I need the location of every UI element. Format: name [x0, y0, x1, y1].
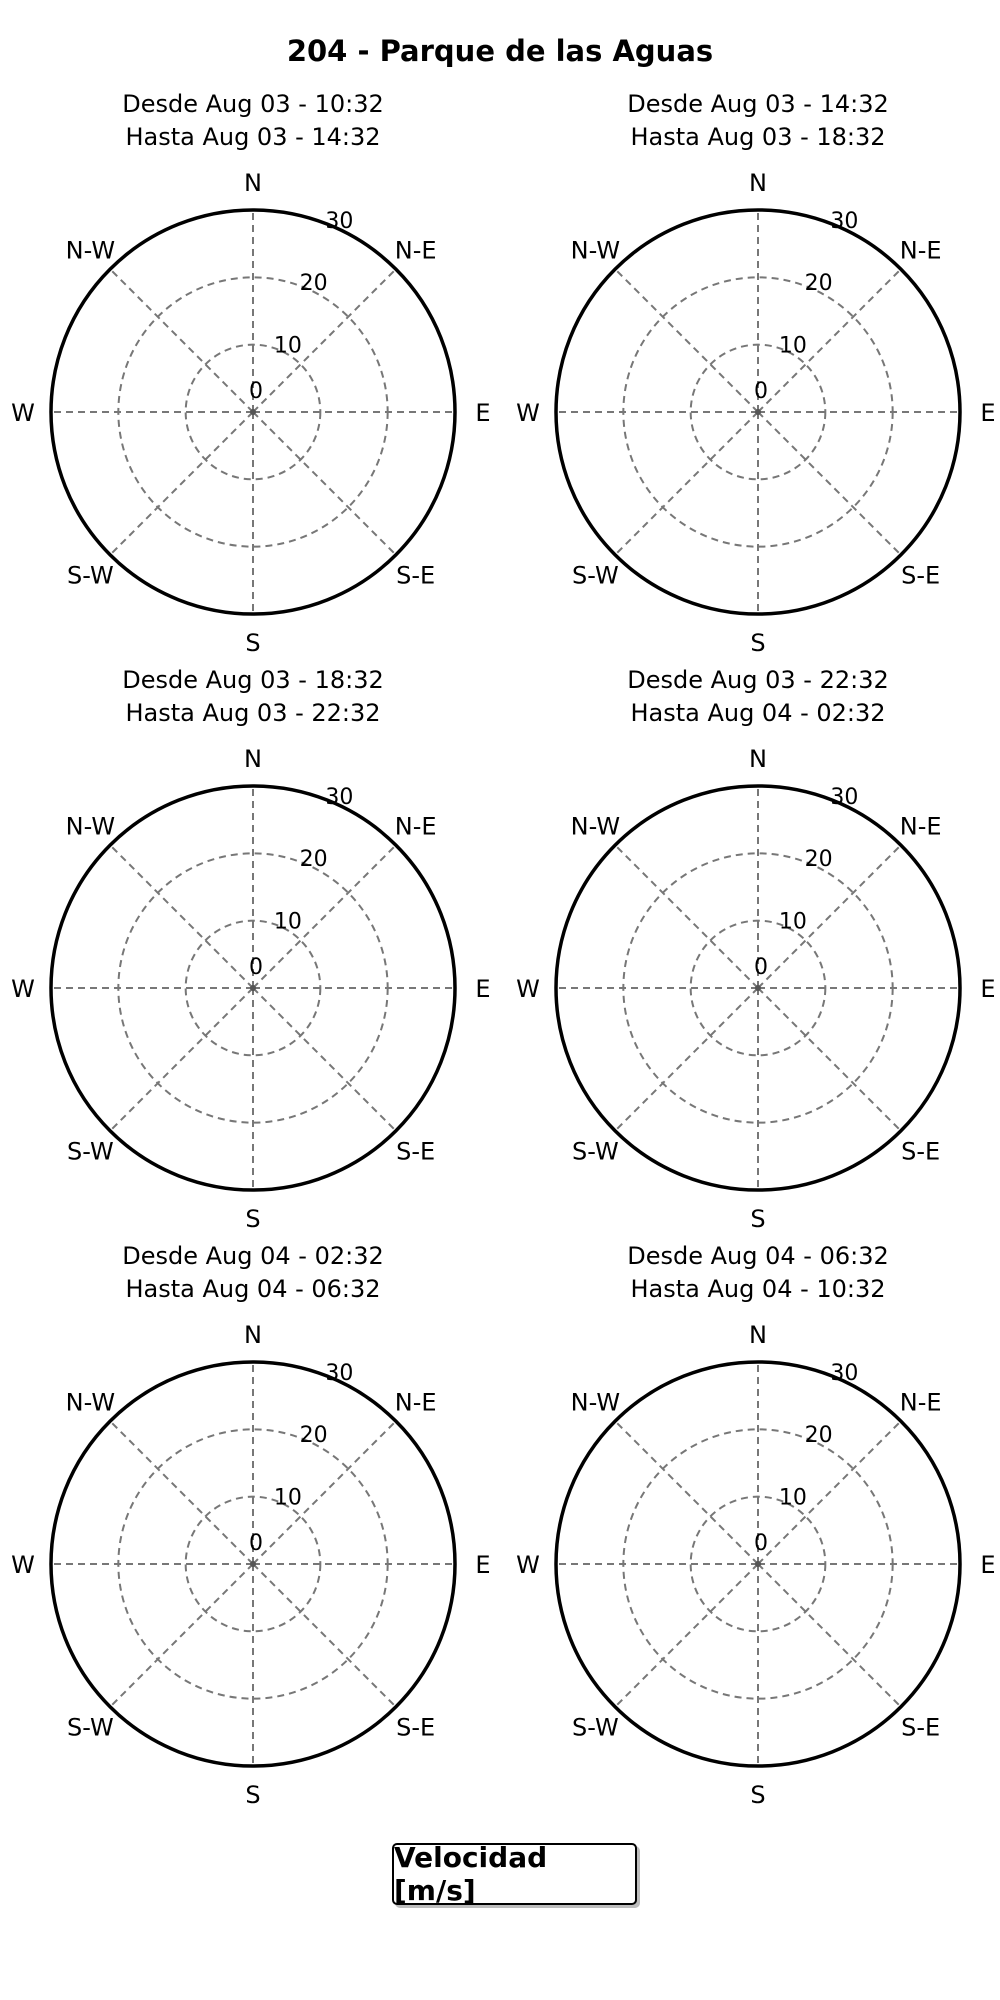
radial-tick-20: 20: [299, 1423, 328, 1449]
direction-label-s-w: S-W: [572, 1137, 619, 1166]
radial-tick-10: 10: [273, 909, 302, 935]
direction-label-w: W: [11, 975, 35, 1003]
radial-tick-30: 30: [830, 208, 859, 234]
direction-label-n-w: N-W: [65, 1388, 116, 1417]
polar-panel-6: [516, 1242, 995, 1809]
direction-label-n-w: N-W: [65, 812, 116, 841]
direction-label-s-e: S-E: [396, 1713, 436, 1742]
direction-label-s-w: S-W: [67, 1713, 114, 1742]
direction-label-e: E: [980, 399, 996, 427]
spoke-s-e: [253, 1564, 396, 1707]
legend: [392, 1843, 637, 1905]
direction-label-s-e: S-E: [396, 1137, 436, 1166]
radial-tick-30: 30: [830, 784, 859, 810]
direction-label-n: N: [244, 169, 262, 197]
direction-label-n-e: N-E: [899, 236, 942, 265]
radial-tick-0: 0: [248, 1530, 263, 1556]
direction-label-n: N: [749, 745, 767, 773]
radial-tick-20: 20: [804, 847, 833, 873]
center-point: [755, 985, 761, 991]
radial-tick-0: 0: [753, 378, 768, 404]
polar-panel-5: [11, 1242, 490, 1809]
spoke-n-w: [615, 269, 758, 412]
radial-tick-30: 30: [325, 784, 354, 810]
panel-title-from: Desde Aug 03 - 22:32: [627, 666, 889, 694]
radial-tick-0: 0: [753, 954, 768, 980]
radial-tick-20: 20: [299, 271, 328, 297]
radial-tick-10: 10: [273, 1485, 302, 1511]
direction-label-n: N: [749, 169, 767, 197]
panel-title-to: Hasta Aug 04 - 02:32: [630, 699, 886, 727]
direction-label-s-e: S-E: [901, 1713, 941, 1742]
radial-tick-10: 10: [273, 333, 302, 359]
spoke-s-e: [253, 412, 396, 555]
direction-label-w: W: [516, 399, 540, 427]
legend-title: Velocidad [m/s]: [394, 1841, 548, 1907]
panel-title-from: Desde Aug 03 - 10:32: [122, 90, 384, 118]
panel-title-to: Hasta Aug 03 - 14:32: [125, 123, 381, 151]
radial-tick-0: 0: [248, 378, 263, 404]
direction-label-s-e: S-E: [901, 1137, 941, 1166]
radial-tick-10: 10: [778, 1485, 807, 1511]
spoke-n-w: [110, 845, 253, 988]
spoke-s-e: [758, 412, 901, 555]
spoke-n-w: [615, 1421, 758, 1564]
spoke-n-w: [110, 269, 253, 412]
spoke-s-w: [110, 1564, 253, 1707]
panel-title-to: Hasta Aug 04 - 10:32: [630, 1275, 886, 1303]
center-point: [755, 1561, 761, 1567]
polar-panel-2: [516, 90, 995, 657]
radial-tick-10: 10: [778, 909, 807, 935]
direction-label-s-w: S-W: [572, 561, 619, 590]
radial-tick-20: 20: [299, 847, 328, 873]
radial-tick-0: 0: [753, 1530, 768, 1556]
direction-label-s: S: [750, 1205, 766, 1233]
figure-title: 204 - Parque de las Aguas: [286, 34, 714, 68]
spoke-s-e: [758, 1564, 901, 1707]
direction-label-n-e: N-E: [899, 812, 942, 841]
direction-label-n: N: [244, 1321, 262, 1349]
direction-label-n-e: N-E: [899, 1388, 942, 1417]
direction-label-w: W: [516, 975, 540, 1003]
polar-panel-3: [11, 666, 490, 1233]
direction-label-n: N: [244, 745, 262, 773]
direction-label-n-e: N-E: [394, 1388, 437, 1417]
spoke-n-w: [110, 1421, 253, 1564]
panel-title-from: Desde Aug 04 - 06:32: [627, 1242, 889, 1270]
spoke-s-w: [110, 412, 253, 555]
direction-label-w: W: [11, 399, 35, 427]
spoke-s-e: [758, 988, 901, 1131]
spoke-s-w: [615, 988, 758, 1131]
panel-title-to: Hasta Aug 04 - 06:32: [125, 1275, 381, 1303]
spoke-s-w: [615, 1564, 758, 1707]
direction-label-s-e: S-E: [901, 561, 941, 590]
radial-tick-30: 30: [325, 208, 354, 234]
direction-label-s: S: [750, 629, 766, 657]
direction-label-n-w: N-W: [570, 1388, 621, 1417]
panel-title-from: Desde Aug 03 - 14:32: [627, 90, 889, 118]
direction-label-n-w: N-W: [65, 236, 116, 265]
panel-title-from: Desde Aug 03 - 18:32: [122, 666, 384, 694]
direction-label-s-w: S-W: [67, 1137, 114, 1166]
panel-title-to: Hasta Aug 03 - 18:32: [630, 123, 886, 151]
spoke-s-w: [615, 412, 758, 555]
spoke-n-w: [615, 845, 758, 988]
spoke-s-e: [253, 988, 396, 1131]
direction-label-n: N: [749, 1321, 767, 1349]
radial-tick-20: 20: [804, 271, 833, 297]
direction-label-s-w: S-W: [572, 1713, 619, 1742]
direction-label-s: S: [245, 629, 261, 657]
direction-label-e: E: [475, 975, 491, 1003]
direction-label-n-w: N-W: [570, 236, 621, 265]
direction-label-e: E: [980, 975, 996, 1003]
polar-panel-1: [11, 90, 490, 657]
direction-label-e: E: [980, 1551, 996, 1579]
direction-label-s: S: [245, 1205, 261, 1233]
direction-label-n-w: N-W: [570, 812, 621, 841]
radial-tick-30: 30: [325, 1360, 354, 1386]
radial-tick-20: 20: [804, 1423, 833, 1449]
radial-tick-30: 30: [830, 1360, 859, 1386]
direction-label-s: S: [245, 1781, 261, 1809]
radial-tick-10: 10: [778, 333, 807, 359]
direction-label-s: S: [750, 1781, 766, 1809]
direction-label-w: W: [516, 1551, 540, 1579]
polar-panel-4: [516, 666, 995, 1233]
direction-label-n-e: N-E: [394, 812, 437, 841]
panel-title-from: Desde Aug 04 - 02:32: [122, 1242, 384, 1270]
center-point: [250, 1561, 256, 1567]
spoke-s-w: [110, 988, 253, 1131]
direction-label-e: E: [475, 399, 491, 427]
direction-label-n-e: N-E: [394, 236, 437, 265]
radial-tick-0: 0: [248, 954, 263, 980]
direction-label-w: W: [11, 1551, 35, 1579]
center-point: [755, 409, 761, 415]
panel-title-to: Hasta Aug 03 - 22:32: [125, 699, 381, 727]
direction-label-s-w: S-W: [67, 561, 114, 590]
direction-label-e: E: [475, 1551, 491, 1579]
center-point: [250, 409, 256, 415]
center-point: [250, 985, 256, 991]
direction-label-s-e: S-E: [396, 561, 436, 590]
